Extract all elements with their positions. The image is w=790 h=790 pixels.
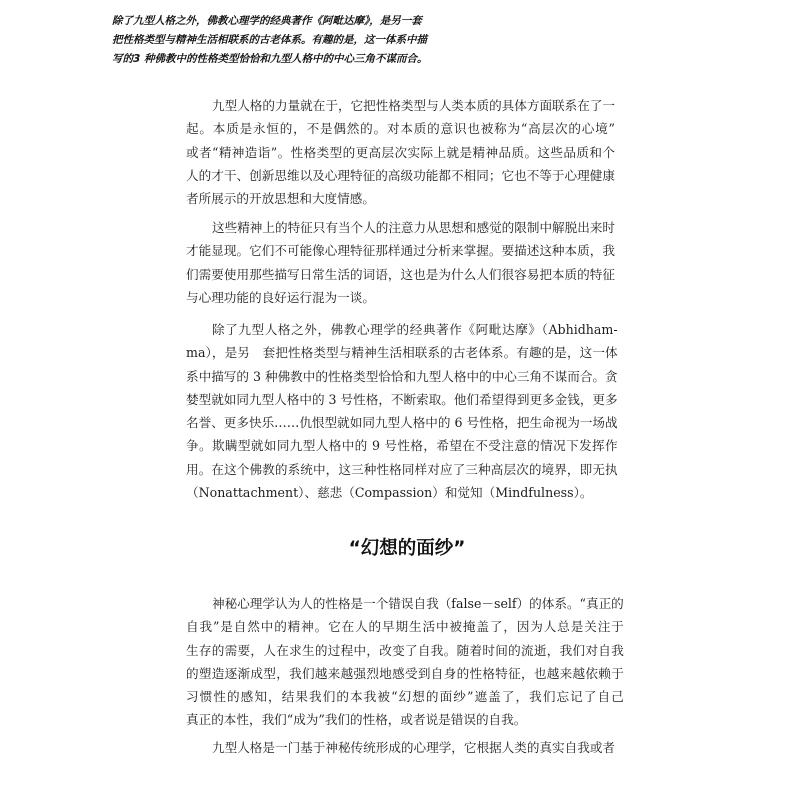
text-line: 者所展示的开放思想和大度情感。 [186,191,375,207]
text-line: 起。本质是永恒的，不是偶然的。对本质的意识也被称为“高层次的心境” [186,121,615,137]
text-line: 或者“精神造诣”。性格类型的更高层次实际上就是精神品质。这些品质和个 [186,144,615,160]
pull-quote [112,12,672,69]
text-line: 用。在这个佛教的系统中，这三种性格同样对应了三种高层次的境界，即无执 [186,461,618,477]
text-line: （Nonattachment）、慈悲（Compassion）和觉知（Mindfulness）。 [186,485,593,501]
text-line: 系中描写的 3 种佛教中的性格类型恰恰和九型人格中的中心三角不谋而合。贪 [186,368,618,384]
paragraph-1 [186,94,615,210]
paragraph-3 [186,318,618,504]
text-line: 这些精神上的特征只有当个人的注意力从思想和感觉的限制中解脱出来时 [212,220,615,235]
text-line: 的塑造逐渐成型，我们越来越强烈地感受到自身的性格特征，也越来越依赖于 [186,665,624,681]
paragraph-2 [186,216,615,309]
text-line: ma），是另 套把性格类型与精神生活相联系的古老体系。有趣的是，这一体 [186,345,618,361]
text-line: 神秘心理学认为人的性格是一个错误自我（false－self）的体系。“真正的 [212,596,624,611]
text-line: 婪型就如同九型人格中的 3 号性格，不断索取。他们希望得到更多金钱，更多 [186,391,618,407]
text-line: 习惯性的感知，结果我们的本我被“幻想的面纱”遮盖了，我们忘记了自己 [186,689,624,705]
paragraph-4 [186,592,624,732]
text-line: 自我”是自然中的精神。它在人的早期生活中被掩盖了，因为人总是关注于 [186,619,624,635]
paragraph-5 [186,736,615,759]
text-line: 名誉、更多快乐……仇恨型就如同九型人格中的 6 号性格，把生命视为一场战 [186,415,618,431]
text-line: 才能显现。它们不可能像心理特征那样通过分析来掌握。要描述这种本质，我 [186,243,615,259]
text-line: 真正的本性，我们“成为”我们的性格，或者说是错误的自我。 [186,712,527,728]
text-line: 生存的需要，人在求生的过程中，改变了自我。随着时间的流逝，我们对自我 [186,642,624,658]
pull-quote-line: 写的3 种佛教中的性格类型恰恰和九型人格中的中心三角不谋而合。 [112,53,428,65]
section-heading: “幻想的面纱” [348,538,466,559]
text-line: 们需要使用那些描写日常生活的词语，这也是为什么人们很容易把本质的特征 [186,266,615,282]
text-line: 除了九型人格之外，佛教心理学的经典著作《阿毗达摩》（Abhidham- [212,322,618,337]
pull-quote-line: 把性格类型与精神生活相联系的古老体系。有趣的是，这一体系中描 [112,34,427,46]
pull-quote-line: 除了九型人格之外，佛教心理学的经典著作《阿毗达摩》，是另一套 [112,15,422,27]
text-line: 人的才干、创新思维以及心理特征的高级功能都不相同；它也不等于心理健康 [186,167,615,183]
text-line: 争。欺瞒型就如同九型人格中的 9 号性格，希望在不受注意的情况下发挥作 [186,438,618,454]
text-line: 与心理功能的良好运行混为一谈。 [186,289,375,305]
text-line: 九型人格的力量就在于，它把性格类型与人类本质的具体方面联系在了一 [212,98,615,113]
text-line: 九型人格是一门基于神秘传统形成的心理学，它根据人类的真实自我或者 [212,740,615,755]
